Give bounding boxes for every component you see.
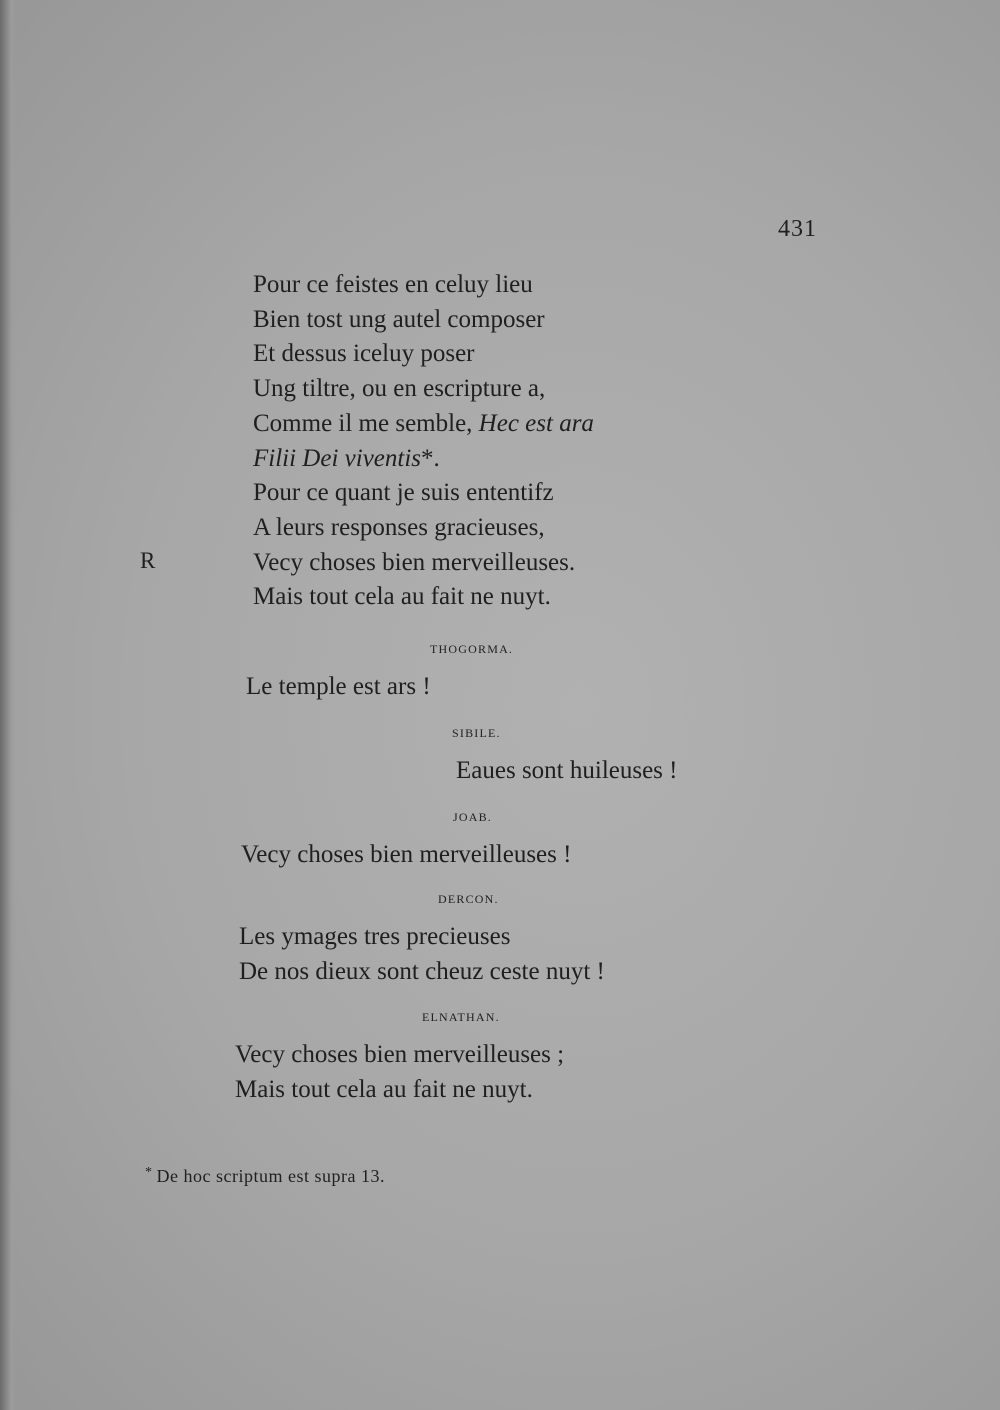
verse-line: Vecy choses bien merveilleuses.	[253, 548, 576, 576]
footnote-text: De hoc scriptum est supra 13.	[156, 1166, 385, 1186]
speaker-heading: SIBILE.	[452, 726, 501, 740]
speaker-heading: ELNATHAN.	[422, 1010, 500, 1024]
verse-line: Vecy choses bien merveilleuses ;	[235, 1041, 565, 1068]
verse-line: Le temple est ars !	[246, 673, 431, 700]
verse-text: Comme il me semble,	[253, 409, 479, 437]
verse-line: Les ymages tres precieuses	[239, 923, 511, 950]
footnote-ref: *.	[421, 444, 440, 472]
page-number: 431	[778, 216, 817, 242]
verse-line: Pour ce quant je suis ententifz	[253, 479, 554, 507]
latin-inscription: Filii Dei viventis	[253, 444, 422, 472]
page-gutter-shadow	[0, 0, 16, 1410]
verse-line: Pour ce feistes en celuy lieu	[253, 271, 533, 298]
latin-inscription: Hec est ara	[478, 409, 594, 437]
verse-line: Eaues sont huileuses !	[456, 757, 678, 784]
margin-refrain-mark: R	[140, 548, 156, 573]
speaker-heading: JOAB.	[453, 810, 493, 824]
verse-line: A leurs responses gracieuses,	[253, 513, 545, 541]
stanza-opening	[253, 268, 594, 615]
speech-block	[239, 920, 605, 989]
footnote-marker: *	[145, 1165, 153, 1180]
verse-line: Bien tost ung autel composer	[253, 305, 545, 333]
verse-line: Ung tiltre, ou en escripture a,	[253, 375, 546, 403]
speech-block	[235, 1038, 564, 1107]
speaker-heading: THOGORMA.	[430, 642, 514, 656]
verse-line	[253, 442, 594, 477]
verse-line: De nos dieux sont cheuz ceste nuyt !	[239, 957, 605, 985]
verse-line: Et dessus iceluy poser	[253, 340, 475, 368]
speaker-heading: DERCON.	[438, 892, 499, 906]
footnote	[145, 1166, 385, 1187]
verse-line	[253, 407, 594, 442]
verse-line: Mais tout cela au fait ne nuyt.	[253, 583, 551, 611]
verse-line: Mais tout cela au fait ne nuyt.	[235, 1075, 533, 1103]
verse-line: Vecy choses bien merveilleuses !	[241, 841, 572, 868]
